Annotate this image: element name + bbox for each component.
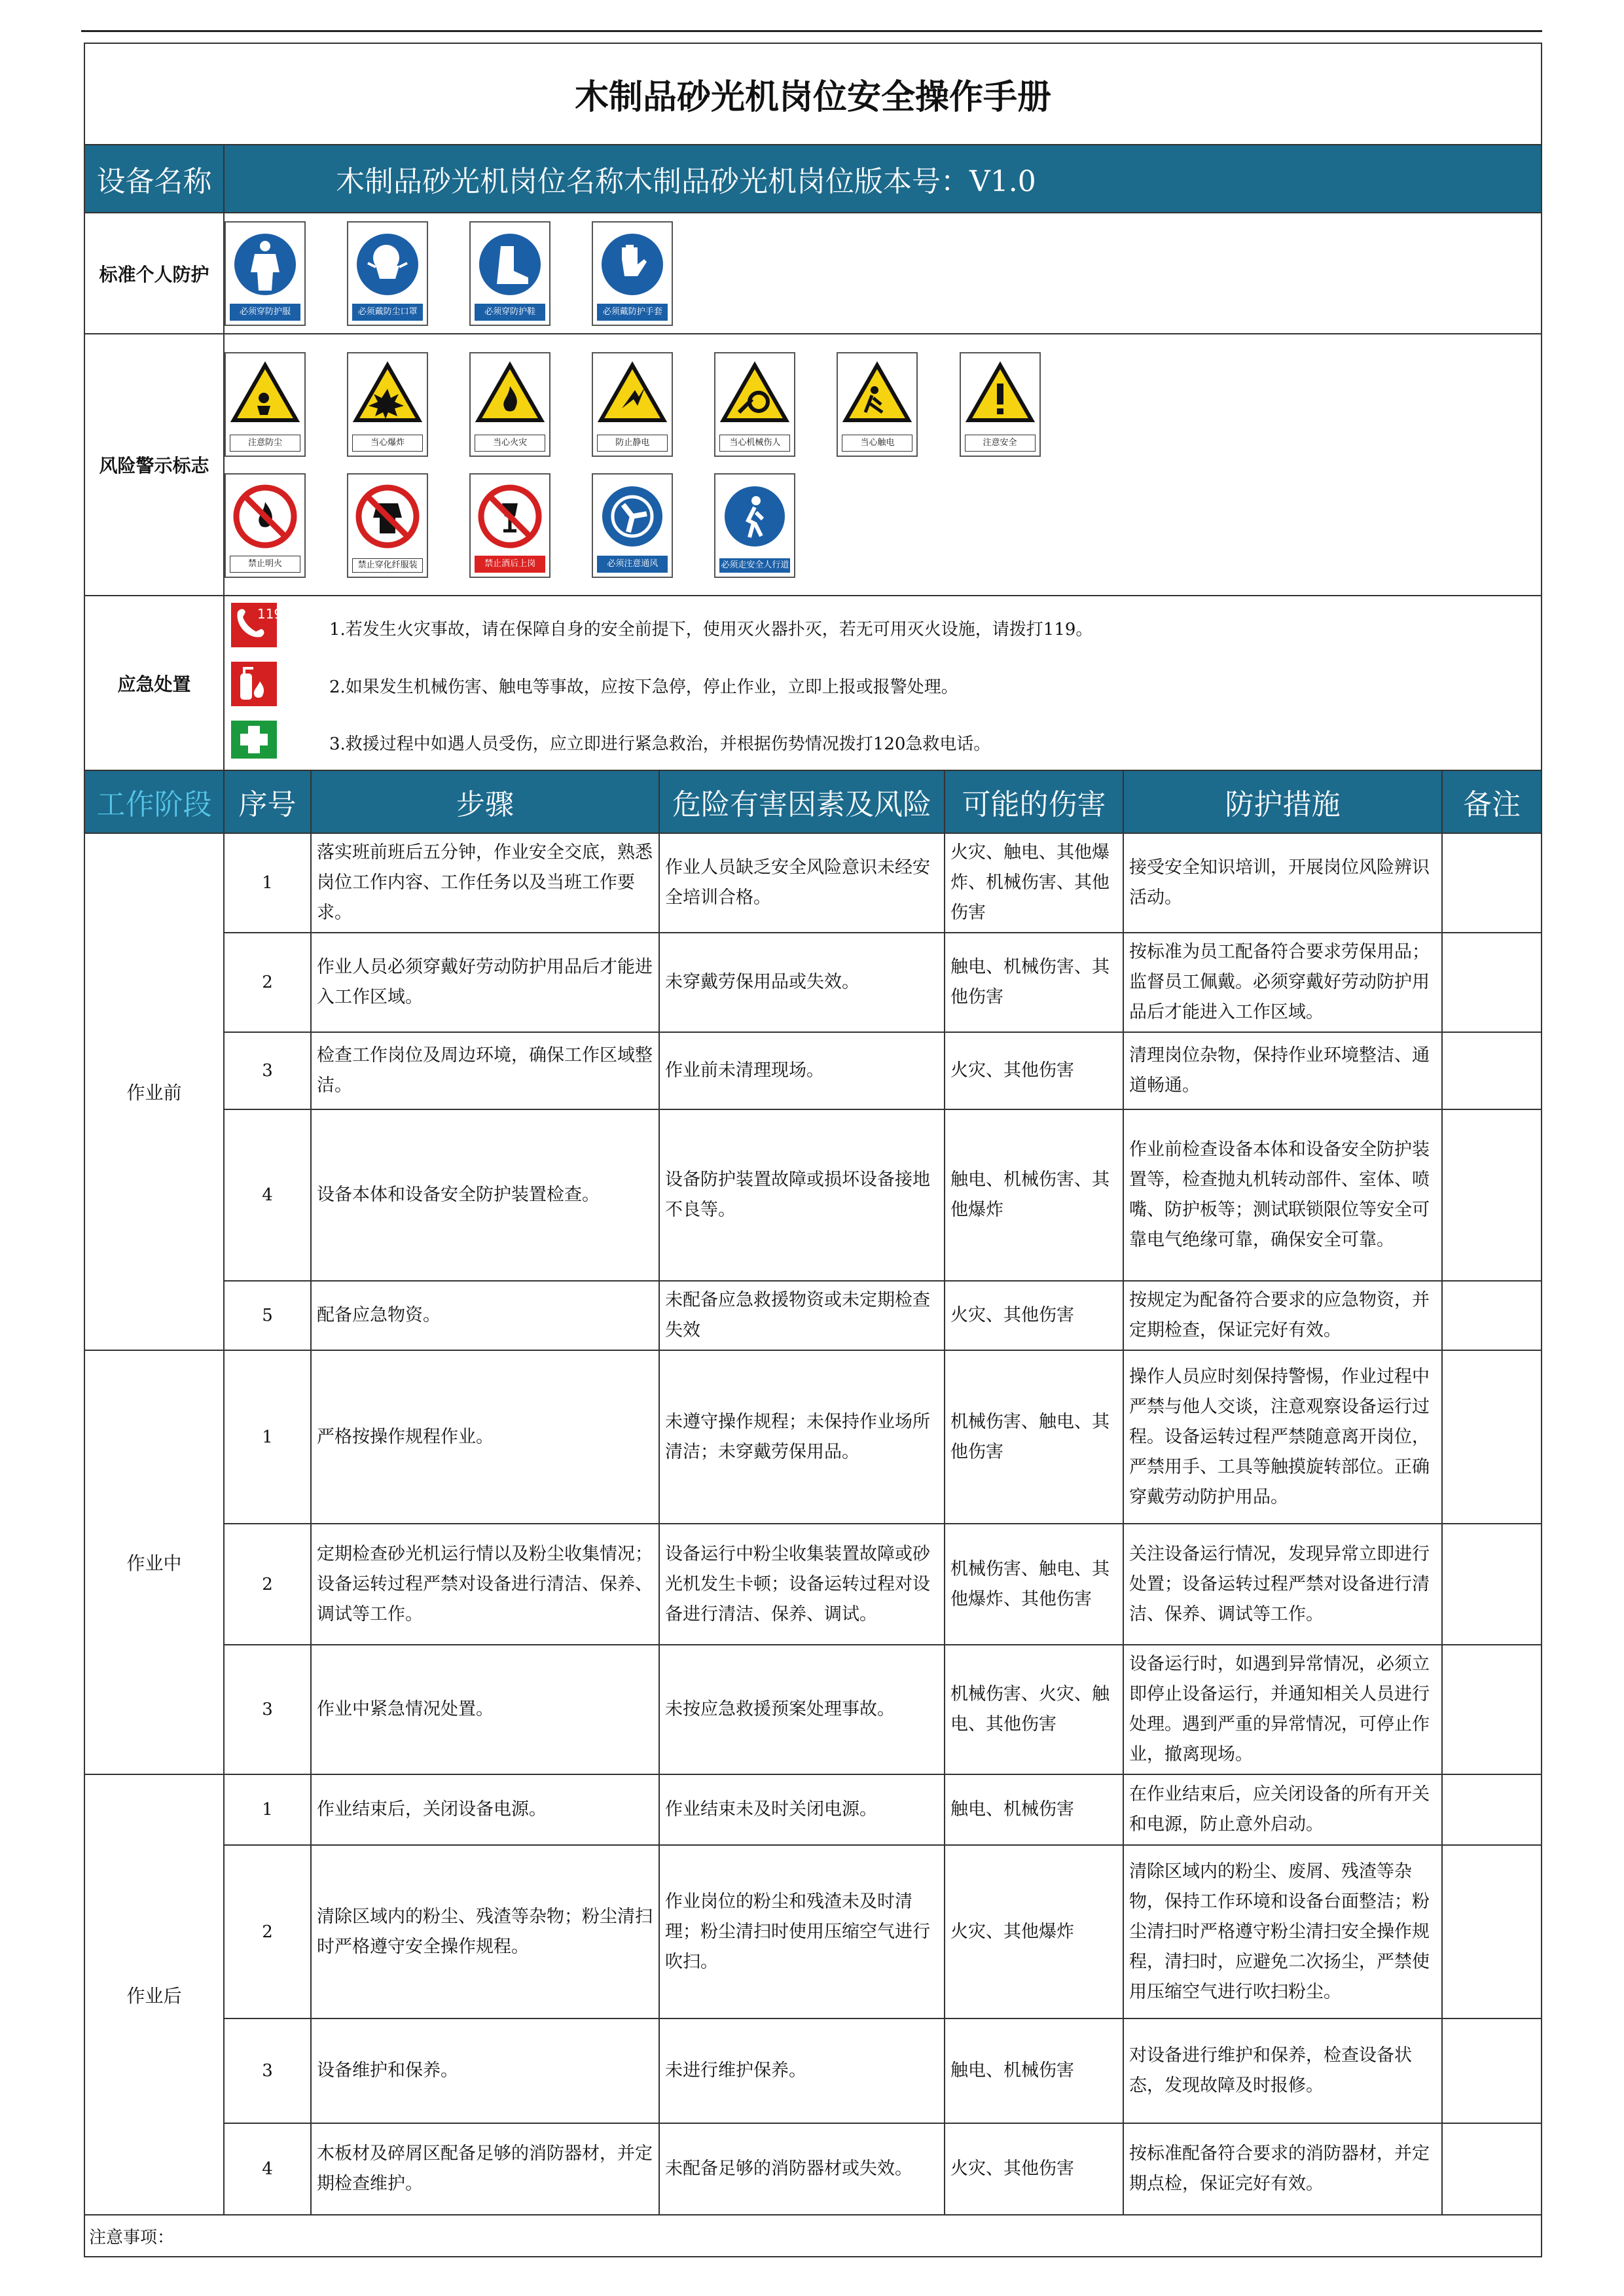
- row-injury: 机械伤害、火灾、触电、其他伤害: [945, 1645, 1123, 1774]
- row-step: 设备本体和设备安全防护装置检查。: [311, 1109, 659, 1281]
- note-label: 注意事项：: [84, 2215, 1542, 2257]
- no-loose-clothing-icon: [347, 473, 428, 578]
- row-injury: 火灾、其他伤害: [945, 1281, 1123, 1350]
- table-row: [84, 2018, 1542, 2123]
- table-row: [84, 833, 1542, 933]
- row-measure: 关注设备运行情况，发现异常立即进行处置；设备运转过程严禁对设备进行清洁、保养、调试等工作。: [1123, 1524, 1442, 1645]
- dust-mask-icon: [347, 221, 428, 326]
- row-remark: [1442, 1032, 1542, 1109]
- row-injury: 触电、机械伤害、其他爆炸: [945, 1109, 1123, 1281]
- table-row: [84, 1645, 1542, 1774]
- risk-signs: [224, 334, 1542, 596]
- ppe-label: 标准个人防护: [84, 213, 224, 334]
- equipment-row: [84, 145, 1542, 213]
- row-step: 配备应急物资。: [311, 1281, 659, 1350]
- table-row: [84, 1281, 1542, 1350]
- protective-clothing-icon: [225, 221, 306, 326]
- row-no: 4: [224, 1109, 311, 1281]
- row-no: 1: [224, 1774, 311, 1845]
- header-step: 步骤: [311, 770, 659, 833]
- top-rule: [81, 30, 1542, 32]
- row-hazard: 未配备应急救援物资或未定期检查失效: [659, 1281, 945, 1350]
- row-no: 3: [224, 1032, 311, 1109]
- row-no: 3: [224, 1645, 311, 1774]
- header-measure: 防护措施: [1123, 770, 1442, 833]
- svg-text:119: 119: [257, 606, 283, 622]
- row-step: 落实班前班后五分钟，作业安全交底，熟悉岗位工作内容、工作任务以及当班工作要求。: [311, 833, 659, 933]
- header-hazard: 危险有害因素及风险: [659, 770, 945, 833]
- row-hazard: 未穿戴劳保用品或失效。: [659, 933, 945, 1032]
- row-hazard: 未按应急救援预案处理事故。: [659, 1645, 945, 1774]
- header-stage: 工作阶段: [84, 770, 224, 833]
- row-hazard: 作业岗位的粉尘和残渣未及时清理；粉尘清扫时使用压缩空气进行吹扫。: [659, 1845, 945, 2018]
- sign-caption: 必须注意通风: [597, 556, 668, 573]
- note-row: [84, 2215, 1542, 2257]
- sign-caption: 必须戴防尘口罩: [352, 304, 423, 321]
- row-hazard: 未配备足够的消防器材或失效。: [659, 2123, 945, 2215]
- row-no: 2: [224, 1524, 311, 1645]
- sign-caption: 当心火灾: [475, 435, 545, 452]
- emergency-row: [84, 596, 1542, 770]
- stage-name: 作业中: [84, 1350, 224, 1774]
- row-no: 5: [224, 1281, 311, 1350]
- row-hazard: 设备运行中粉尘收集装置故障或砂光机发生卡顿；设备运转过程对设备进行清洁、保养、调试。: [659, 1524, 945, 1645]
- ppe-signs: [224, 213, 1542, 334]
- row-measure: 设备运行时，如遇到异常情况，必须立即停止设备运行，并通知相关人员进行处理。遇到严重的异常情况，可停止作业，撤离现场。: [1123, 1645, 1442, 1774]
- sign-caption: 必须穿防护服: [230, 304, 300, 321]
- fire-extinguisher-icon: [231, 662, 277, 700]
- fire-phone-119-icon: [231, 603, 283, 641]
- dust-warning-icon: [225, 352, 306, 457]
- sign-caption: 防止静电: [597, 435, 668, 452]
- sign-caption: 禁止明火: [230, 556, 300, 573]
- row-hazard: 作业前未清理现场。: [659, 1032, 945, 1109]
- row-step: 作业中紧急情况处置。: [311, 1645, 659, 1774]
- emergency-step-1: 1.若发生火灾事故，请在保障自身的安全前提下，使用灭火器扑灭，若无可用灭火设施，请拨打119。: [329, 620, 1093, 639]
- row-remark: [1442, 2018, 1542, 2123]
- protective-gloves-icon: [592, 221, 673, 326]
- row-injury: 火灾、其他爆炸: [945, 1845, 1123, 2018]
- row-measure: 接受安全知识培训，开展岗位风险辨识活动。: [1123, 833, 1442, 933]
- first-aid-icon: [231, 721, 277, 759]
- row-step: 清除区域内的粉尘、残渣等杂物；粉尘清扫时严格遵守安全操作规程。: [311, 1845, 659, 2018]
- electric-shock-warning-icon: [837, 352, 918, 457]
- safety-manual-table: [84, 43, 1542, 2257]
- row-hazard: 作业人员缺乏安全风险意识未经安全培训合格。: [659, 833, 945, 933]
- row-injury: 触电、机械伤害、其他伤害: [945, 933, 1123, 1032]
- header-no: 序号: [224, 770, 311, 833]
- row-no: 1: [224, 1350, 311, 1524]
- fire-warning-icon: [469, 352, 550, 457]
- stage-name: 作业前: [84, 833, 224, 1350]
- safe-walkway-icon: [714, 473, 795, 578]
- table-row: [84, 1845, 1542, 2018]
- emergency-step-2: 2.如果发生机械伤害、触电等事故，应按下急停，停止作业，立即上报或报警处理。: [329, 677, 958, 697]
- ventilation-required-icon: [592, 473, 673, 578]
- page-title: 木制品砂光机岗位安全操作手册: [84, 43, 1542, 145]
- row-step: 作业结束后，关闭设备电源。: [311, 1774, 659, 1845]
- table-row: [84, 1350, 1542, 1524]
- row-remark: [1442, 1109, 1542, 1281]
- row-remark: [1442, 1524, 1542, 1645]
- ppe-row: [84, 213, 1542, 334]
- row-hazard: 未遵守操作规程；未保持作业场所清洁；未穿戴劳保用品。: [659, 1350, 945, 1524]
- sign-caption: 必须走安全人行道: [719, 558, 790, 573]
- row-measure: 操作人员应时刻保持警惕，作业过程中严禁与他人交谈，注意观察设备运行过程。设备运转过程严禁随意离开岗位，严禁用手、工具等触摸旋转部位。正确穿戴劳动防护用品。: [1123, 1350, 1442, 1524]
- table-row: [84, 2123, 1542, 2215]
- row-no: 2: [224, 933, 311, 1032]
- row-remark: [1442, 2123, 1542, 2215]
- sign-caption: 当心机械伤人: [719, 435, 790, 452]
- row-step: 设备维护和保养。: [311, 2018, 659, 2123]
- emergency-content: [224, 596, 1542, 770]
- row-remark: [1442, 1281, 1542, 1350]
- row-injury: 触电、机械伤害: [945, 1774, 1123, 1845]
- machine-injury-warning-icon: [714, 352, 795, 457]
- sign-caption: 注意防尘: [230, 435, 300, 452]
- row-measure: 按标准为员工配备符合要求劳保用品；监督员工佩戴。必须穿戴好劳动防护用品后才能进入工作区域。: [1123, 933, 1442, 1032]
- row-measure: 作业前检查设备本体和设备安全防护装置等，检查抛丸机转动部件、室体、喷嘴、防护板等；测试联锁限位等安全可靠电气绝缘可靠，确保安全可靠。: [1123, 1109, 1442, 1281]
- equipment-value: 木制品砂光机岗位名称木制品砂光机岗位版本号：V1.0: [224, 145, 1542, 213]
- header-remark: 备注: [1442, 770, 1542, 833]
- table-row: [84, 1774, 1542, 1845]
- row-measure: 清理岗位杂物，保持作业环境整洁、通道畅通。: [1123, 1032, 1442, 1109]
- row-no: 4: [224, 2123, 311, 2215]
- row-measure: 在作业结束后，应关闭设备的所有开关和电源，防止意外启动。: [1123, 1774, 1442, 1845]
- sign-caption: 当心爆炸: [352, 435, 423, 452]
- warning-sign-row: [225, 352, 1541, 473]
- emergency-label: 应急处置: [84, 596, 224, 770]
- table-row: [84, 1032, 1542, 1109]
- row-no: 1: [224, 833, 311, 933]
- row-step: 作业人员必须穿戴好劳动防护用品后才能进入工作区域。: [311, 933, 659, 1032]
- row-measure: 清除区域内的粉尘、废屑、残渣等杂物，保持工作环境和设备台面整洁；粉尘清扫时严格遵守粉尘清扫安全操作规程，清扫时，应避免二次扬尘，严禁使用压缩空气进行吹扫粉尘。: [1123, 1845, 1442, 2018]
- row-injury: 机械伤害、触电、其他伤害: [945, 1350, 1123, 1524]
- row-no: 2: [224, 1845, 311, 2018]
- row-hazard: 作业结束未及时关闭电源。: [659, 1774, 945, 1845]
- risk-label: 风险警示标志: [84, 334, 224, 596]
- row-injury: 火灾、其他伤害: [945, 1032, 1123, 1109]
- row-measure: 对设备进行维护和保养，检查设备状态，发现故障及时报修。: [1123, 2018, 1442, 2123]
- row-remark: [1442, 1350, 1542, 1524]
- row-step: 木板材及碎屑区配备足够的消防器材，并定期检查维护。: [311, 2123, 659, 2215]
- row-injury: 火灾、触电、其他爆炸、机械伤害、其他伤害: [945, 833, 1123, 933]
- sign-caption: 必须穿防护鞋: [475, 304, 545, 321]
- sign-caption: 禁止酒后上岗: [475, 556, 545, 573]
- no-open-flame-icon: [225, 473, 306, 578]
- row-measure: 按规定为配备符合要求的应急物资，并定期检查，保证完好有效。: [1123, 1281, 1442, 1350]
- row-step: 检查工作岗位及周边环境，确保工作区域整洁。: [311, 1032, 659, 1109]
- emergency-step-3: 3.救援过程中如遇人员受伤，应立即进行紧急救治，并根据伤势情况拨打120急救电话。: [329, 734, 991, 754]
- sign-caption: 禁止穿化纤服装: [352, 558, 423, 573]
- header-injury: 可能的伤害: [945, 770, 1123, 833]
- row-remark: [1442, 933, 1542, 1032]
- row-injury: 机械伤害、触电、其他爆炸、其他伤害: [945, 1524, 1123, 1645]
- row-step: 严格按操作规程作业。: [311, 1350, 659, 1524]
- row-injury: 火灾、其他伤害: [945, 2123, 1123, 2215]
- no-drinking-on-duty-icon: [469, 473, 550, 578]
- table-row: [84, 933, 1542, 1032]
- row-measure: 按标准配备符合要求的消防器材，并定期点检，保证完好有效。: [1123, 2123, 1442, 2215]
- row-remark: [1442, 1774, 1542, 1845]
- safety-boots-icon: [469, 221, 550, 326]
- row-injury: 触电、机械伤害: [945, 2018, 1123, 2123]
- risk-row: [84, 334, 1542, 596]
- static-warning-icon: [592, 352, 673, 457]
- equipment-label: 设备名称: [84, 145, 224, 213]
- table-row: [84, 1524, 1542, 1645]
- sign-caption: 当心触电: [842, 435, 912, 452]
- table-header: [84, 770, 1542, 833]
- row-no: 3: [224, 2018, 311, 2123]
- row-remark: [1442, 1845, 1542, 2018]
- stage-name: 作业后: [84, 1774, 224, 2215]
- row-remark: [1442, 833, 1542, 933]
- row-step: 定期检查砂光机运行情以及粉尘收集情况；设备运转过程严禁对设备进行清洁、保养、调试等工作。: [311, 1524, 659, 1645]
- caution-safety-icon: [960, 352, 1041, 457]
- row-hazard: 设备防护装置故障或损坏设备接地不良等。: [659, 1109, 945, 1281]
- prohibition-sign-row: [225, 473, 1541, 578]
- row-remark: [1442, 1645, 1542, 1774]
- sign-caption: 注意安全: [965, 435, 1036, 452]
- table-row: [84, 1109, 1542, 1281]
- row-hazard: 未进行维护保养。: [659, 2018, 945, 2123]
- explosion-warning-icon: [347, 352, 428, 457]
- sign-caption: 必须戴防护手套: [597, 304, 668, 321]
